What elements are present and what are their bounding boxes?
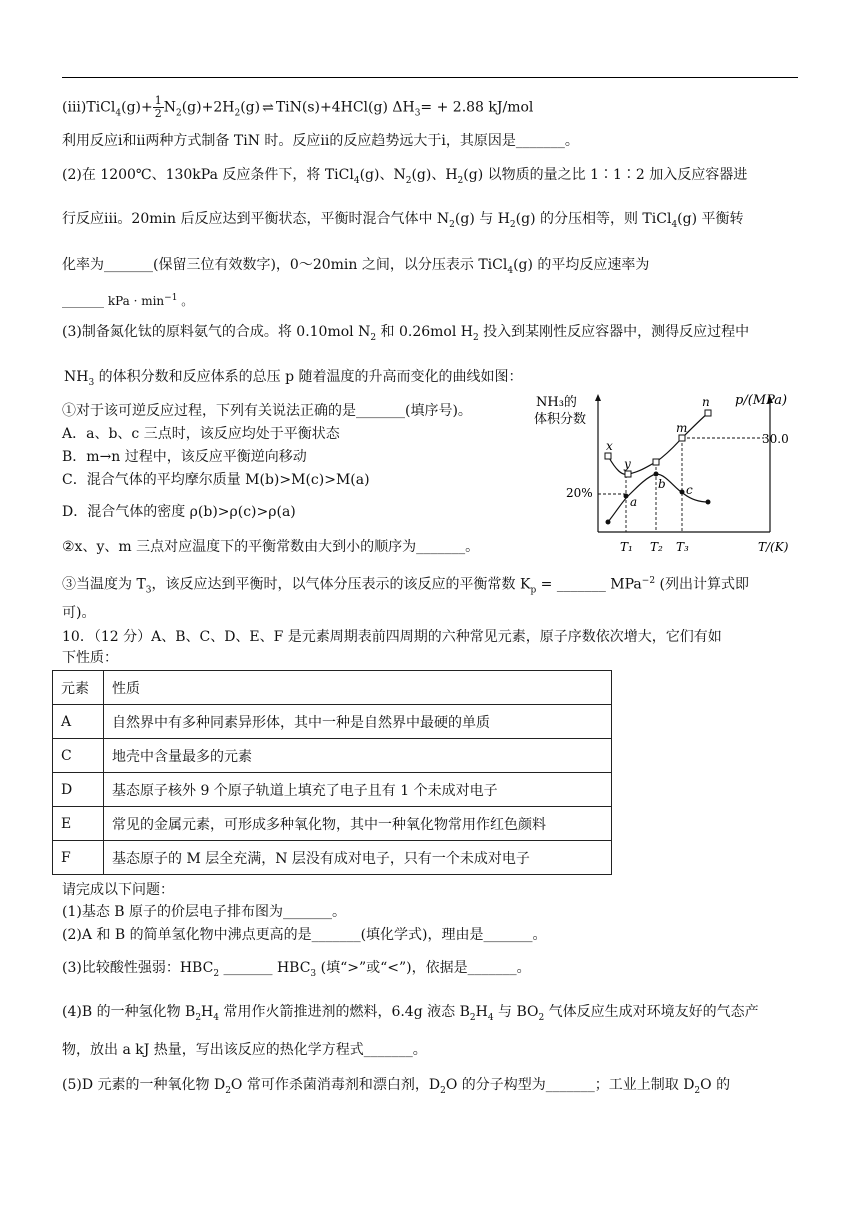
top-rule [62, 77, 798, 78]
q2-line-1: (2)在 1200℃、130kPa 反应条件下，将 TiCl$_4$(g)、$N_2(g)$、$H_2(g)$ 以物质的量之比 1∶1∶2 加入反应容器进 [62, 167, 748, 186]
part-4-line-1: (4)B 的一种氢化物 $B_2H_4$ 常用作火箭推进剂的燃料，6.4g 液态 $B_2H_4$ 与 $BO_2$ 气体反应生成对环境友好的气态产 [62, 1004, 759, 1023]
point-c-dot [680, 490, 685, 495]
table-row [53, 739, 612, 773]
option-d: D．混合气体的密度 ρ(b)>ρ(c)>ρ(a) [62, 504, 296, 520]
label-x: x [606, 439, 613, 453]
option-b: B．m→n 过程中，该反应平衡逆向移动 [62, 449, 307, 465]
point-b-dot [654, 472, 659, 477]
table-row [53, 841, 612, 875]
cell-property: 基态原子的 M 层全充满，N 层没有成对电子，只有一个未成对电子 [104, 841, 612, 875]
cell-property: 基态原子核外 9 个原子轨道上填充了电子且有 1 个未成对电子 [104, 773, 612, 807]
point-a-dot [624, 494, 629, 499]
label-c: c [686, 483, 693, 497]
equilibrium-arrow: ⇌ [262, 99, 274, 116]
y-left-label-2: 体积分数 [534, 412, 587, 427]
reaction-iii: (iii)TiCl$_4$(g)+ $\frac{1}{2}$ $N_2(g)+2H_2(g)$ ⇌ TiN(s)+4HCl(g) $\Delta H_3= + 2.88$ kJ/mol [62, 94, 534, 120]
cell-element: F [53, 841, 104, 875]
option-a: A．a、b、c 三点时，该反应均处于平衡状态 [62, 426, 340, 442]
point-y-marker [625, 471, 631, 477]
label-a: a [630, 495, 638, 509]
label-m: m [676, 421, 688, 435]
cell-property: 常见的金属元素，可形成多种氧化物，其中一种氧化物常用作红色颜料 [104, 807, 612, 841]
fraction-half: $\frac{1}{2}$ [154, 94, 162, 120]
header-property: 性质 [104, 671, 612, 705]
q3-line-2: $NH_3$ 的体积分数和反应体系的总压 p 随着温度的升高而变化的曲线如图： [64, 369, 523, 388]
part-5: (5)D 元素的一种氧化物 $D_2O$ 常可作杀菌消毒剂和漂白剂，$D_2O$ 的分子构型为_______；工业上制取 $D_2O$ 的 [62, 1077, 731, 1096]
tick-t3: T₃ [676, 540, 689, 554]
table-row [53, 807, 612, 841]
part-2: (2)A 和 B 的简单氢化物中沸点更高的是_______(填化学式)，理由是_______。 [62, 927, 547, 943]
q2-line-3: 化率为_______(保留三位有效数字)，0～20min 之间，以分压表示 TiCl$_4$(g) 的平均反应速率为 [62, 257, 650, 276]
q3-sub2: ②x、y、m 三点对应温度下的平衡常数由大到小的顺序为_______。 [62, 539, 480, 555]
cell-element: C [53, 739, 104, 773]
x-label: T/(K) [758, 540, 789, 554]
q3-sub3: ③当温度为 $T_3$，该反应达到平衡时，以气体分压表示的该反应的平衡常数 $K_p$ = _______ MPa$^{-2}$ (列出计算式即 [62, 576, 749, 596]
table-body [53, 671, 612, 875]
tick-t2: T₂ [650, 540, 663, 554]
tick-30: 30.0 [762, 432, 789, 446]
q2-line-4: _______ kPa · $\min^{-1}$ 。 [62, 293, 194, 308]
dot-end [706, 500, 711, 505]
q3-sub3-cont: 可)。 [62, 605, 96, 621]
y-left-label-1: NH₃的 [536, 395, 577, 410]
point-n-marker [705, 410, 711, 416]
after-table-prompt: 请完成以下问题： [62, 882, 174, 898]
label-b: b [658, 477, 666, 491]
point-2-marker [653, 459, 659, 465]
cell-element: A [53, 705, 104, 739]
label-y: y [624, 457, 631, 471]
cell-property: 地壳中含量最多的元素 [104, 739, 612, 773]
part-4-line-2: 物，放出 a kJ 热量，写出该反应的热化学方程式_______。 [62, 1042, 427, 1058]
y-right-label: p/(MPa) [735, 393, 788, 408]
header-element: 元素 [53, 671, 104, 705]
part-1: (1)基态 B 原子的价层电子排布图为_______。 [62, 904, 347, 920]
tick-20: 20% [566, 486, 593, 500]
table-row [53, 705, 612, 739]
nh3-pressure-graph [530, 388, 800, 560]
tick-t1: T₁ [620, 540, 633, 554]
point-m-marker [679, 435, 685, 441]
option-c: C．混合气体的平均摩尔质量 M(b)>M(c)>M(a) [62, 472, 370, 488]
q3-line-1: (3)制备氮化钛的原料氨气的合成。将 0.10mol $N_2$ 和 0.26mol $H_2$ 投入到某刚性反应容器中，测得反应过程中 [62, 324, 750, 343]
q2-line-2: 行反应iii。20min 后反应达到平衡状态，平衡时混合气体中 $N_2(g)$ 与 $H_2(g)$ 的分压相等，则 TiCl$_4$(g) 平衡转 [62, 211, 744, 230]
label-n: n [702, 395, 710, 409]
q10-intro-2: 下性质： [62, 650, 118, 666]
table-row [53, 773, 612, 807]
point-x-marker [605, 453, 611, 459]
line-trend: 利用反应i和ii两种方式制备 TiN 时。反应ii的反应趋势远大于i，其原因是_______。 [62, 133, 579, 149]
q3-sub1: ①对于该可逆反应过程，下列有关说法正确的是_______(填序号)。 [62, 403, 472, 419]
q10-intro-1: 10．（12 分）A、B、C、D、E、F 是元素周期表前四周期的六种常见元素，原子序数依次增大，它们有如 [62, 629, 722, 645]
graph-svg [530, 388, 800, 560]
cell-element: E [53, 807, 104, 841]
dot-start [606, 520, 611, 525]
element-properties-table [52, 670, 612, 875]
cell-element: D [53, 773, 104, 807]
part-3: (3)比较酸性强弱：$HBC_2$ _______ $HBC_3$ (填“>”或“<”)，依据是_______。 [62, 960, 531, 979]
table-header-row [53, 671, 612, 705]
left-axis-arrow [595, 394, 601, 401]
cell-property: 自然界中有多种同素异形体，其中一种是自然界中最硬的单质 [104, 705, 612, 739]
